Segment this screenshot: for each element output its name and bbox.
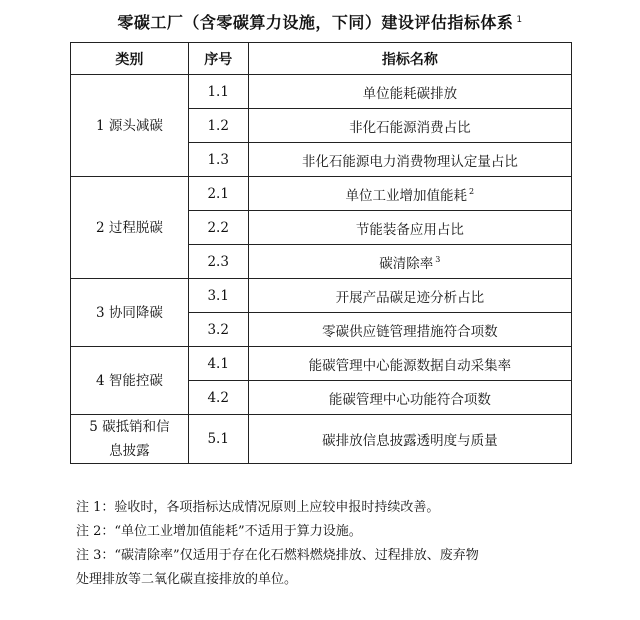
document-title bbox=[0, 10, 640, 33]
table-row bbox=[71, 415, 572, 464]
indicator-name-cell bbox=[248, 211, 571, 245]
indicator-name: 能碳管理中心能源数据自动采集率 bbox=[308, 357, 512, 374]
indicator-name-cell bbox=[248, 415, 571, 464]
number-cell: 2.1 bbox=[188, 177, 248, 211]
indicator-name: 非化石能源消费占比 bbox=[349, 119, 471, 136]
indicator-name: 单位能耗碳排放 bbox=[362, 85, 458, 102]
category-label: 1 源头减碳 bbox=[95, 117, 163, 134]
indicator-name-cell bbox=[248, 109, 571, 143]
table-row bbox=[71, 75, 572, 109]
indicator-name-cell bbox=[248, 75, 571, 109]
category-label: 3 协同降碳 bbox=[95, 304, 163, 321]
footnotes bbox=[76, 496, 576, 592]
footnote-3: 注 3：“碳清除率”仅适用于存在化石燃料燃烧排放、过程排放、废弃物 bbox=[76, 548, 479, 563]
number-cell: 2.2 bbox=[188, 211, 248, 245]
indicator-name-cell bbox=[248, 177, 571, 211]
number-cell: 1.2 bbox=[188, 109, 248, 143]
number-cell: 1.3 bbox=[188, 143, 248, 177]
footnote-ref: 2 bbox=[469, 187, 475, 196]
number-cell: 2.3 bbox=[188, 245, 248, 279]
indicator-name-cell bbox=[248, 245, 571, 279]
number-cell: 3.1 bbox=[188, 279, 248, 313]
table-row bbox=[71, 347, 572, 381]
footnote-2: 注 2：“单位工业增加值能耗”不适用于算力设施。 bbox=[76, 524, 362, 539]
table-header-row bbox=[71, 43, 572, 75]
category-cell bbox=[71, 347, 189, 415]
indicator-name: 碳清除率 bbox=[379, 255, 434, 272]
category-cell bbox=[71, 75, 189, 177]
title-footnote-ref: 1 bbox=[516, 14, 523, 25]
title-text: 零碳工厂（含零碳算力设施，下同）建设评估指标体系 bbox=[117, 13, 514, 32]
indicator-name-cell bbox=[248, 313, 571, 347]
number-cell: 5.1 bbox=[188, 415, 248, 464]
indicator-name-cell bbox=[248, 347, 571, 381]
header-indicator-name: 指标名称 bbox=[248, 43, 571, 75]
footnote-3-continued: 处理排放等二氧化碳直接排放的单位。 bbox=[76, 572, 298, 587]
indicator-table bbox=[70, 42, 572, 464]
number-cell: 4.1 bbox=[188, 347, 248, 381]
indicator-name: 零碳供应链管理措施符合项数 bbox=[322, 323, 498, 340]
header-number: 序号 bbox=[188, 43, 248, 75]
number-cell: 1.1 bbox=[188, 75, 248, 109]
number-cell: 3.2 bbox=[188, 313, 248, 347]
table-row bbox=[71, 177, 572, 211]
number-cell: 4.2 bbox=[188, 381, 248, 415]
category-label: 2 过程脱碳 bbox=[95, 219, 163, 236]
indicator-name-cell bbox=[248, 143, 571, 177]
indicator-name: 非化石能源电力消费物理认定量占比 bbox=[301, 153, 518, 170]
indicator-name: 开展产品碳足迹分析占比 bbox=[335, 289, 485, 306]
category-label: 息披露 bbox=[109, 443, 150, 459]
indicator-name-cell bbox=[248, 279, 571, 313]
header-category: 类别 bbox=[71, 43, 189, 75]
category-label: 4 智能控碳 bbox=[95, 372, 163, 389]
indicator-name: 碳排放信息披露透明度与质量 bbox=[322, 433, 498, 449]
table-body bbox=[71, 75, 572, 464]
indicator-name: 节能装备应用占比 bbox=[355, 221, 464, 238]
category-cell bbox=[71, 279, 189, 347]
footnote-ref: 3 bbox=[435, 255, 441, 264]
footnote-1: 注 1：验收时，各项指标达成情况原则上应较申报时持续改善。 bbox=[76, 500, 440, 515]
category-cell bbox=[71, 415, 189, 464]
indicator-name: 单位工业增加值能耗 bbox=[345, 187, 468, 204]
indicator-name: 能碳管理中心功能符合项数 bbox=[328, 391, 491, 408]
category-cell bbox=[71, 177, 189, 279]
indicator-name-cell bbox=[248, 381, 571, 415]
table-row bbox=[71, 279, 572, 313]
category-label: 5 碳抵销和信 bbox=[89, 419, 170, 435]
